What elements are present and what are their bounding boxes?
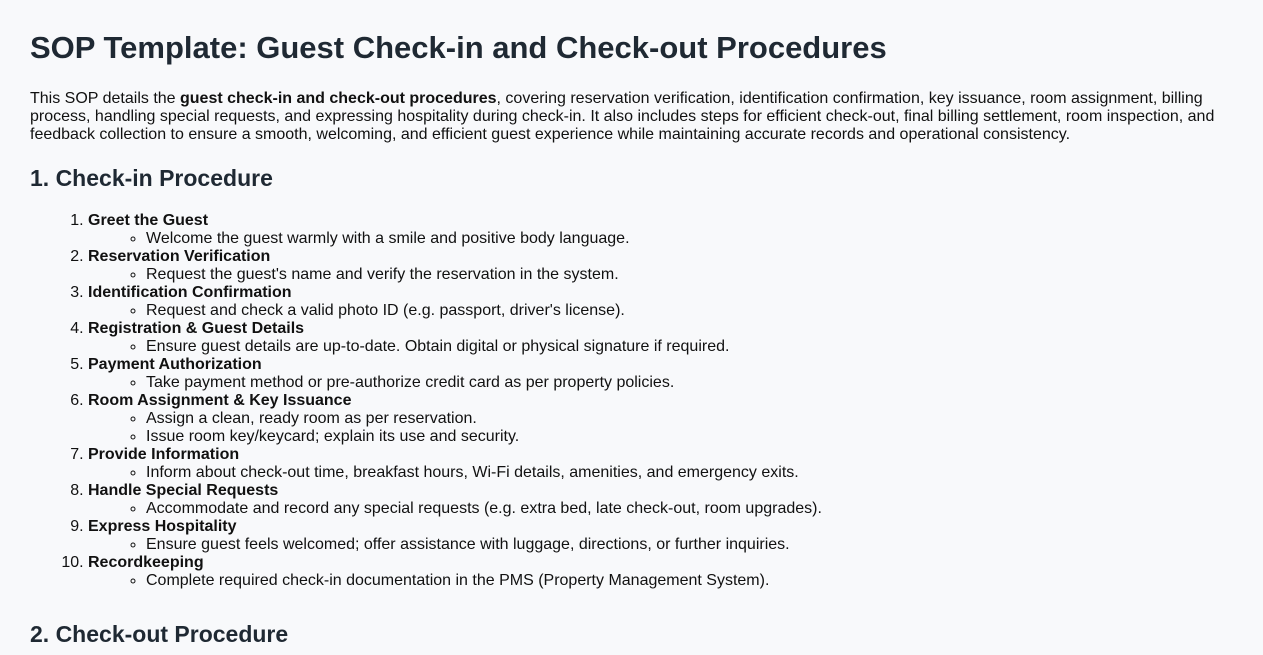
section-heading-check-out: 2. Check-out Procedure — [30, 621, 289, 647]
step-sub-item: ◦ Request the guest's name and verify the reservation in the system. — [146, 266, 1233, 284]
step-sub-item: ◦ Accommodate and record any special requests (e.g. extra bed, late check-out, room upgrades). — [146, 500, 1233, 518]
step-sub-item: ◦ Issue room key/keycard; explain its use and security. — [146, 428, 1233, 446]
step-title: Provide Information — [88, 446, 240, 463]
step-sub-list — [88, 230, 1233, 248]
step-sub-list — [88, 338, 1233, 356]
step-sub-list — [88, 572, 1233, 590]
step-item — [88, 482, 1233, 518]
step-title: Room Assignment & Key Issuance — [88, 392, 352, 409]
step-sub-item: ◦ Assign a clean, ready room as per reservation. — [146, 410, 1233, 428]
step-sub-list — [88, 536, 1233, 554]
step-sub-list — [88, 464, 1233, 482]
step-sub-list — [88, 374, 1233, 392]
step-sub-list — [88, 500, 1233, 518]
step-sub-item: ◦ Request and check a valid photo ID (e.g. passport, driver's license). — [146, 302, 1233, 320]
step-title: Greet the Guest — [88, 212, 209, 229]
step-sub-list — [88, 302, 1233, 320]
step-sub-item: ◦ Ensure guest feels welcomed; offer assistance with luggage, directions, or further inquiries. — [146, 536, 1233, 554]
step-item — [88, 446, 1233, 482]
intro-paragraph — [30, 90, 1230, 144]
step-item — [88, 320, 1233, 356]
step-title: Registration & Guest Details — [88, 320, 305, 337]
step-sub-item: ◦ Ensure guest details are up-to-date. Obtain digital or physical signature if required. — [146, 338, 1233, 356]
intro-text-start: This SOP details the — [30, 90, 180, 107]
intro-text-end: , covering reservation verification, identification confirmation, key issuance, room assignment, billing process, handling special requests, and expressing hospitality during check-in. It also includes steps for efficient check-out, final billing settlement, room inspection, and feedback collection to ensure a smooth, welcoming, and efficient guest experience while maintaining accurate records and operational consistency. — [30, 90, 1215, 143]
step-item — [88, 212, 1233, 248]
step-sub-item: ◦ Inform about check-out time, breakfast hours, Wi-Fi details, amenities, and emergency exits. — [146, 464, 1233, 482]
check-in-steps-list — [30, 212, 1233, 590]
step-sub-item: ◦ Welcome the guest warmly with a smile and positive body language. — [146, 230, 1233, 248]
step-item — [88, 248, 1233, 284]
step-sub-list — [88, 410, 1233, 446]
step-item — [88, 518, 1233, 554]
intro-text-bold: guest check-in and check-out procedures — [180, 90, 497, 107]
step-sub-list — [88, 266, 1233, 284]
step-sub-item: ◦ Take payment method or pre-authorize credit card as per property policies. — [146, 374, 1233, 392]
step-item — [88, 392, 1233, 446]
step-title: Reservation Verification — [88, 248, 271, 265]
step-title: Payment Authorization — [88, 356, 262, 373]
step-sub-item: ◦ Complete required check-in documentation in the PMS (Property Management System). — [146, 572, 1233, 590]
step-title: Recordkeeping — [88, 554, 204, 571]
step-title: Express Hospitality — [88, 518, 237, 535]
page-title: SOP Template: Guest Check-in and Check-out Procedures — [30, 30, 887, 65]
step-title: Handle Special Requests — [88, 482, 279, 499]
step-item — [88, 554, 1233, 590]
step-item — [88, 356, 1233, 392]
step-item — [88, 284, 1233, 320]
section-heading-check-in: 1. Check-in Procedure — [30, 165, 273, 191]
step-title: Identification Confirmation — [88, 284, 292, 301]
